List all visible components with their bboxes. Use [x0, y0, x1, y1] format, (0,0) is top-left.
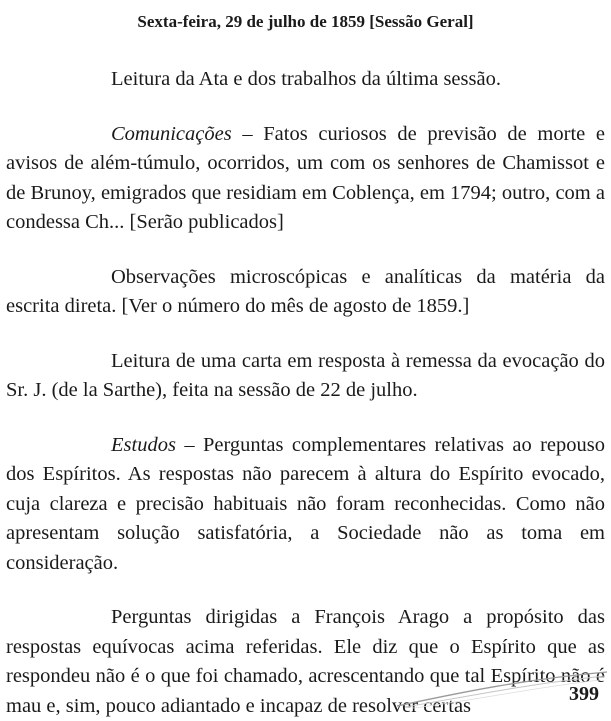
paragraph-lead: Estudos [111, 433, 176, 456]
paragraph-text: Leitura de uma carta em resposta à remessa da evocação do Sr. J. (de la Sarthe), feita na sessão de 22 de julho. [6, 349, 605, 401]
paragraph-text: Observações microscópicas e analíticas da matéria da escrita direta. [Ver o número do mês de agosto de 1859.] [6, 265, 605, 317]
page-footer [0, 652, 611, 720]
paragraph-text: – Fatos curiosos de previsão de morte e avisos de além-túmulo, ocorridos, um com os senhores de Chamissot e de Brunoy, emigrados que residiam em Coblença, em 1794; outro, com a condessa Ch... [Serão publicados] [6, 122, 605, 233]
session-heading: Sexta-feira, 29 de julho de 1859 [Sessão Geral] [137, 12, 474, 31]
paragraph-text: Perguntas dirigidas a François Arago a propósito das respostas equívocas acima referidas. Ele diz que o Espírito que as respondeu não é o que foi chamado, acrescentando que tal Espírito não é mau e, sim, pouco adiantado e incapaz de resolver certas [6, 606, 605, 717]
paragraph-text: Leitura da Ata e dos trabalhos da última sessão. [111, 68, 501, 90]
paragraph-text: – Perguntas complementares relativas ao repouso dos Espíritos. As respostas não parecem à altura do Espírito evocado, cuja clareza e precisão habituais não foram reconhecidas. Como não apresentam solução satisfatória, a Sociedade não as toma em consideração. [6, 433, 605, 574]
paragraph-studies [6, 431, 605, 579]
document-page [6, 0, 605, 721]
paragraph-letter-reading [6, 347, 605, 406]
paragraph-microscopic-observations [6, 263, 605, 322]
paragraph-minutes-reading [6, 65, 605, 95]
paragraph-communications [6, 120, 605, 238]
page-number: 399 [569, 683, 599, 705]
paragraph-lead: Comunicações [111, 122, 232, 145]
